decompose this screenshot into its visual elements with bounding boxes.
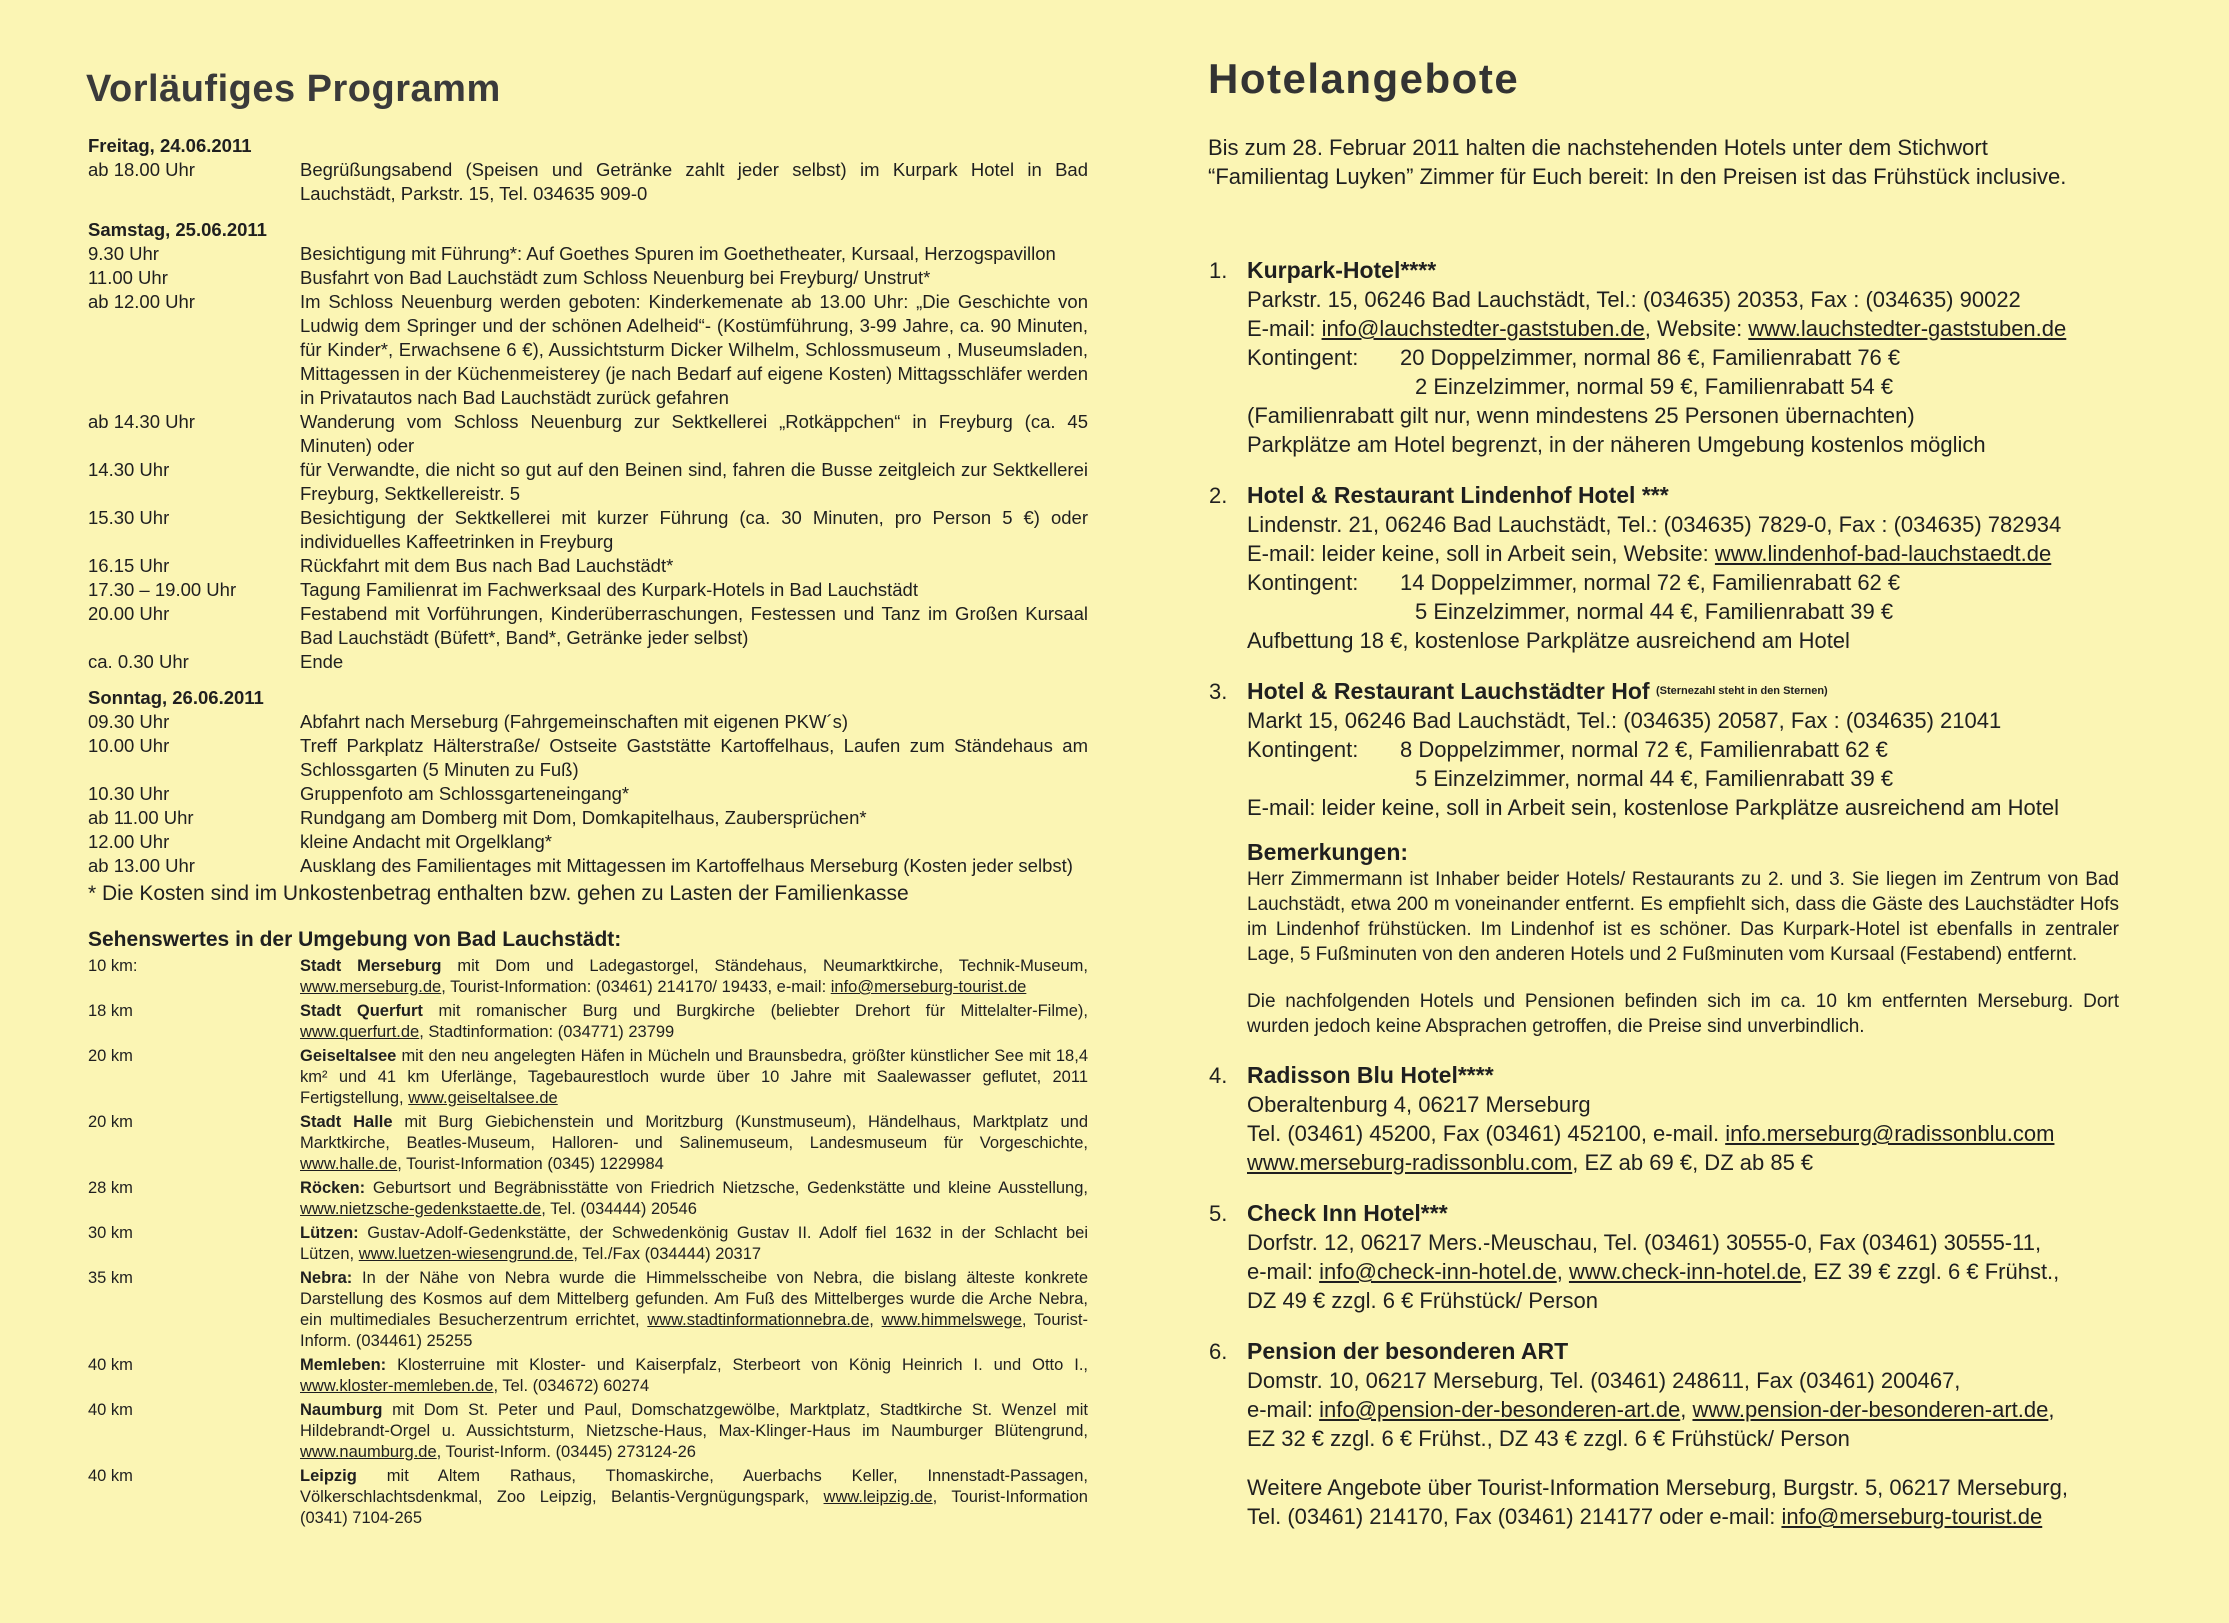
hotel-email-link[interactable]: info@pension-der-besonderen-art.de — [1319, 1397, 1681, 1422]
hotel-contact: www.merseburg-radissonblu.com, EZ ab 69 €, DZ ab 85 € — [1247, 1150, 1814, 1175]
contingent-row — [1247, 343, 2119, 372]
hotel-address: Oberaltenburg 4, 06217 Merseburg — [1247, 1092, 1591, 1117]
contingent-row — [1247, 735, 2119, 764]
hotel-number: 1. — [1209, 258, 1228, 283]
sight-distance: 18 km — [88, 1002, 133, 1020]
hotel-email-link[interactable]: info@check-inn-hotel.de — [1319, 1259, 1557, 1284]
hotel-body — [1247, 677, 2119, 793]
schedule-row — [88, 806, 1088, 830]
sight-text: Stadt Halle mit Burg Giebichenstein und Moritzburg (Kunstmuseum), Händelhaus, Marktplatz und Marktkirche, Beatles-Museum, Halloren- und Salinemuseum, Landesmuseum für Vorgeschichte, www.halle.de, Tourist-Information (0345) 1229984 — [300, 1113, 1088, 1173]
schedule-time: 14.30 Uhr — [88, 459, 170, 480]
schedule-text: Abfahrt nach Merseburg (Fahrgemeinschaften mit eigenen PKW´s) — [300, 711, 849, 732]
tourist-email-link[interactable]: info@merseburg-tourist.de — [1781, 1504, 2043, 1529]
hotel-item — [1209, 1337, 2119, 1453]
schedule-text: Begrüßungsabend (Speisen und Getränke zahlt jeder selbst) im Kurpark Hotel in Bad Lauchstädt, Parkstr. 15, Tel. 034635 909-0 — [300, 159, 1088, 204]
sight-row — [88, 1046, 1088, 1109]
schedule-time: ca. 0.30 Uhr — [88, 651, 189, 672]
sight-distance: 10 km: — [88, 957, 138, 975]
day-heading: Sonntag, 26.06.2011 — [88, 687, 264, 708]
hotel-intro: Bis zum 28. Februar 2011 halten die nachstehenden Hotels unter dem Stichwort “Familientag Luyken” Zimmer für Euch bereit: In den Preisen ist das Frühstück inclusive. — [1208, 135, 2067, 189]
schedule-row — [88, 602, 1088, 650]
hotel-name: Kurpark-Hotel**** — [1247, 257, 1437, 283]
schedule-row — [88, 650, 1088, 674]
schedule-time: 10.30 Uhr — [88, 783, 170, 804]
sight-row — [88, 1355, 1088, 1397]
sight-link[interactable]: www.halle.de — [300, 1155, 398, 1173]
schedule-text: Treff Parkplatz Hälterstraße/ Ostseite Gaststätte Kartoffelhaus, Laufen zum Ständehaus am Schlossgarten (5 Minuten zu Fuß) — [300, 735, 1088, 780]
hotel-body — [1247, 1199, 2119, 1315]
hotel-website-link[interactable]: www.check-inn-hotel.de — [1568, 1259, 1802, 1284]
schedule-row — [88, 290, 1088, 410]
sight-link[interactable]: www.himmelswege — [881, 1311, 1022, 1329]
contingent-label: Kontingent: — [1247, 737, 1359, 762]
sight-text: Röcken: Geburtsort und Begräbnisstätte von Friedrich Nietzsche, Gedenkstätte und kleine Ausstellung, www.nietzsche-gedenkstaette.de, Tel. (034444) 20546 — [300, 1179, 1088, 1218]
hotel-note: Aufbettung 18 €, kostenlose Parkplätze ausreichend am Hotel — [1247, 628, 1850, 653]
sight-distance: 40 km — [88, 1401, 133, 1419]
hotel-email-link[interactable]: info.merseburg@radissonblu.com — [1725, 1121, 2055, 1146]
sight-name: Nebra: — [300, 1269, 353, 1287]
hotel-contact: E-mail: leider keine, soll in Arbeit sein, Website: www.lindenhof-bad-lauchstaedt.de — [1247, 541, 2052, 566]
sight-distance: 40 km — [88, 1356, 133, 1374]
schedule-row — [88, 710, 1088, 734]
remarks — [1247, 838, 2119, 1039]
schedule-row — [88, 854, 1088, 878]
schedule-time: 10.00 Uhr — [88, 735, 170, 756]
contingent-single: 5 Einzelzimmer, normal 44 €, Familienrabatt 39 € — [1415, 766, 1894, 791]
sight-link[interactable]: www.nietzsche-gedenkstaette.de — [300, 1200, 542, 1218]
sight-name: Stadt Merseburg — [300, 957, 442, 975]
sight-distance: 20 km — [88, 1047, 133, 1065]
schedule-row — [88, 506, 1088, 554]
schedule-text: Festabend mit Vorführungen, Kinderüberraschungen, Festessen und Tanz im Großen Kursaal Bad Lauchstädt (Büfett*, Band*, Getränke jeder selbst) — [300, 603, 1088, 648]
sight-name: Leipzig — [300, 1467, 357, 1485]
hotel-email-link[interactable]: info@lauchstedter-gaststuben.de — [1321, 316, 1645, 341]
sight-distance: 20 km — [88, 1113, 133, 1131]
hotel-website-link[interactable]: www.pension-der-besonderen-art.de — [1692, 1397, 2049, 1422]
schedule-text: Im Schloss Neuenburg werden geboten: Kinderkemenate ab 13.00 Uhr: „Die Geschichte von Ludwig dem Springer und der schönen Adelheid“- (Kostümführung, 3-99 Jahre, ca. 90 Minuten, für Kinder*, Erwachsene 6 €), Aussichtsturm Dicker Wilhelm, Schlossmuseum , Museumsladen, Mittagessen in der Küchenmeisterey (je nach Bedarf auf eigene Kosten) Mittagsschläfer werden in Privatautos nach Bad Lauchstädt zurück gefahren — [300, 291, 1088, 408]
remarks-heading: Bemerkungen: — [1247, 839, 1409, 865]
hotel-address: Lindenstr. 21, 06246 Bad Lauchstädt, Tel.: (034635) 7829-0, Fax : (034635) 782934 — [1247, 512, 2062, 537]
hotel-body — [1247, 256, 2119, 459]
schedule-text: Besichtigung der Sektkellerei mit kurzer Führung (ca. 30 Minuten, pro Person 5 €) oder individuelles Kaffeetrinken in Freyburg — [300, 507, 1088, 552]
schedule-time: ab 13.00 Uhr — [88, 855, 195, 876]
day-gap — [88, 674, 1088, 686]
schedule-row — [88, 782, 1088, 806]
hotel-item — [1209, 481, 2119, 655]
schedule-time: 12.00 Uhr — [88, 831, 170, 852]
hotel-item — [1209, 1199, 2119, 1315]
sight-link[interactable]: www.luetzen-wiesengrund.de — [358, 1245, 574, 1263]
sight-link[interactable]: www.stadtinformationnebra.de — [647, 1311, 870, 1329]
hotel-contact: E-mail: leider keine, soll in Arbeit sein, kostenlose Parkplätze ausreichend am Hotel — [1247, 795, 2059, 820]
schedule-text: kleine Andacht mit Orgelklang* — [300, 831, 552, 852]
sight-name: Stadt Halle — [300, 1113, 393, 1131]
hotel-note: Parkplätze am Hotel begrenzt, in der näheren Umgebung kostenlos möglich — [1247, 432, 1986, 457]
sight-name: Memleben: — [300, 1356, 387, 1374]
hotel-body — [1247, 1061, 2119, 1177]
hotel-item — [1209, 1061, 2119, 1177]
hotel-contact: Tel. (03461) 45200, Fax (03461) 452100, e-mail. info.merseburg@radissonblu.com — [1247, 1121, 2055, 1146]
contingent-double: 14 Doppelzimmer, normal 72 €, Familienrabatt 62 € — [1400, 570, 1901, 595]
sight-link[interactable]: www.querfurt.de — [300, 1023, 420, 1041]
day-gap — [88, 206, 1088, 218]
sight-link[interactable]: www.naumburg.de — [300, 1443, 437, 1461]
hotel-number: 6. — [1209, 1339, 1228, 1364]
sight-row — [88, 956, 1088, 998]
schedule-time: 11.00 Uhr — [88, 267, 168, 288]
hotel-address: Parkstr. 15, 06246 Bad Lauchstädt, Tel.: (034635) 20353, Fax : (034635) 90022 — [1247, 287, 2021, 312]
hotel-name: Pension der besonderen ART — [1247, 1338, 1569, 1364]
hotel-body — [1247, 481, 2119, 655]
remarks-text: Herr Zimmermann ist Inhaber beider Hotels/ Restaurants zu 2. und 3. Sie liegen im Zentrum von Bad Lauchstädt, etwa 200 m voneinander entfernt. Es empfiehlt sich, dass die Gäste des Lauchstädter Hofs im Lindenhof frühstücken. Im Lindenhof ist es schöner. Das Kurpark-Hotel ist ebenfalls in zentraler Lage, 5 Fußminuten von den anderen Hotels und 2 Fußminuten vom Kursaal (Festabend) entfernt. — [1247, 869, 2119, 965]
schedule-time: 17.30 – 19.00 Uhr — [88, 579, 237, 600]
sight-distance: 30 km — [88, 1224, 133, 1242]
program-title: Vorläufiges Programm — [86, 68, 501, 110]
hotel-website-link[interactable]: www.lindenhof-bad-lauchstaedt.de — [1714, 541, 2052, 566]
schedule-text: Rundgang am Domberg mit Dom, Domkapitelhaus, Zaubersprüchen* — [300, 807, 867, 828]
contingent-double: 8 Doppelzimmer, normal 72 €, Familienrabatt 62 € — [1400, 737, 1888, 762]
hotel-list — [1209, 256, 2119, 1531]
sight-text: Memleben: Klosterruine mit Kloster- und Kaiserpfalz, Sterbeort von König Heinrich I. und Otto I., www.kloster-memleben.de, Tel. (034672) 60274 — [300, 1356, 1088, 1395]
schedule-row — [88, 734, 1088, 782]
contingent-single: 5 Einzelzimmer, normal 44 €, Familienrabatt 39 € — [1415, 599, 1894, 624]
remarks-text: Die nachfolgenden Hotels und Pensionen befinden sich im ca. 10 km entfernten Merseburg. Dort wurden jedoch keine Absprachen getroffen, die Preise sind unverbindlich. — [1247, 991, 2119, 1037]
hotel-number: 2. — [1209, 483, 1228, 508]
hotel-item — [1209, 677, 2119, 793]
schedule-time: 9.30 Uhr — [88, 243, 159, 264]
hotel-name: Radisson Blu Hotel**** — [1247, 1062, 1494, 1088]
more-offers-line: Tel. (03461) 214170, Fax (03461) 214177 oder e-mail: info@merseburg-tourist.de — [1247, 1504, 2043, 1529]
schedule-row — [88, 554, 1088, 578]
sight-row — [88, 1466, 1088, 1529]
hotel-note: (Familienrabatt gilt nur, wenn mindestens 25 Personen übernachten) — [1247, 403, 1915, 428]
more-offers — [1247, 1473, 2119, 1531]
contingent-label: Kontingent: — [1247, 345, 1359, 370]
hotel-address: Markt 15, 06246 Bad Lauchstädt, Tel.: (034635) 20587, Fax : (034635) 21041 — [1247, 708, 2002, 733]
sight-text: Stadt Querfurt mit romanischer Burg und Burgkirche (beliebter Drehort für Mittelalter-Filme), www.querfurt.de, Stadtinformation: (034771) 23799 — [300, 1002, 1088, 1041]
day-heading: Freitag, 24.06.2011 — [88, 135, 252, 156]
sight-name: Stadt Querfurt — [300, 1002, 423, 1020]
sight-distance: 35 km — [88, 1269, 133, 1287]
sight-name: Geiseltalsee — [300, 1047, 397, 1065]
schedule-time: ab 18.00 Uhr — [88, 159, 195, 180]
cost-footnote: * Die Kosten sind im Unkostenbetrag enthalten bzw. gehen zu Lasten der Familienkasse — [88, 882, 909, 905]
sight-name: Röcken: — [300, 1179, 366, 1197]
schedule-time: 09.30 Uhr — [88, 711, 170, 732]
sight-distance: 28 km — [88, 1179, 133, 1197]
schedule-row — [88, 410, 1088, 458]
schedule-row — [88, 242, 1088, 266]
schedule-row — [88, 830, 1088, 854]
sight-text: Naumburg mit Dom St. Peter und Paul, Domschatzgewölbe, Marktplatz, Stadtkirche St. Wenzel mit Hildebrandt-Orgel u. Aussichtsturm, Nietzsche-Haus, Max-Klinger-Haus im Naumburger Blütengrund, www.naumburg.de, Tourist-Inform. (03445) 273124-26 — [300, 1401, 1088, 1461]
hotel-item — [1209, 256, 2119, 459]
hotel-contact: e-mail: info@pension-der-besonderen-art.de, www.pension-der-besonderen-art.de, — [1247, 1397, 2055, 1422]
sight-row — [88, 1178, 1088, 1220]
sight-name: Lützen: — [300, 1224, 359, 1242]
hotel-body — [1247, 1337, 2119, 1453]
sight-row — [88, 1112, 1088, 1175]
sight-text: Stadt Merseburg mit Dom und Ladegastorgel, Ständehaus, Neumarktkirche, Technik-Museum, www.merseburg.de, Tourist-Information: (03461) 214170/ 19433, e-mail: info@merseburg-tourist.de — [300, 957, 1089, 996]
schedule-text: Wanderung vom Schloss Neuenburg zur Sektkellerei „Rotkäppchen“ in Freyburg (ca. 45 Minuten) oder — [300, 411, 1088, 456]
hotel-prices: DZ 49 € zzgl. 6 € Frühstück/ Person — [1247, 1288, 1598, 1313]
hotel-number: 5. — [1209, 1201, 1228, 1226]
hotel-title: Hotelangebote — [1208, 55, 1520, 102]
sight-link[interactable]: www.kloster-memleben.de — [300, 1377, 494, 1395]
contingent-double: 20 Doppelzimmer, normal 86 €, Familienrabatt 76 € — [1400, 345, 1901, 370]
schedule-row — [88, 458, 1088, 506]
schedule-text: für Verwandte, die nicht so gut auf den Beinen sind, fahren die Busse zeitgleich zur Sektkellerei Freyburg, Sektkellereistr. 5 — [300, 459, 1088, 504]
hotel-website-link[interactable]: www.merseburg-radissonblu.com — [1247, 1150, 1573, 1175]
contingent-label: Kontingent: — [1247, 570, 1359, 595]
contingent-single: 2 Einzelzimmer, normal 59 €, Familienrabatt 54 € — [1415, 374, 1894, 399]
schedule — [88, 134, 1088, 1532]
hotel-number: 3. — [1209, 679, 1228, 704]
schedule-time: ab 12.00 Uhr — [88, 291, 195, 312]
hotel-name: Check Inn Hotel*** — [1247, 1200, 1448, 1226]
hotel-prices: EZ 32 € zzgl. 6 € Frühst., DZ 43 € zzgl. 6 € Frühstück/ Person — [1247, 1426, 1850, 1451]
schedule-row — [88, 158, 1088, 206]
schedule-text: Rückfahrt mit dem Bus nach Bad Lauchstädt* — [300, 555, 674, 576]
hotel-website-link[interactable]: www.lauchstedter-gaststuben.de — [1748, 316, 2067, 341]
schedule-time: ab 14.30 Uhr — [88, 411, 195, 432]
schedule-time: ab 11.00 Uhr — [88, 807, 194, 828]
sight-link[interactable]: www.merseburg.de — [300, 978, 442, 996]
schedule-text: Tagung Familienrat im Fachwerksaal des Kurpark-Hotels in Bad Lauchstädt — [300, 579, 918, 600]
hotel-star-note: (Sternezahl steht in den Sternen) — [1655, 685, 1828, 697]
hotel-address: Domstr. 10, 06217 Merseburg, Tel. (03461) 248611, Fax (03461) 200467, — [1247, 1368, 1961, 1393]
schedule-time: 15.30 Uhr — [88, 507, 170, 528]
schedule-time: 16.15 Uhr — [88, 555, 170, 576]
sight-text: Leipzig mit Altem Rathaus, Thomaskirche, Auerbachs Keller, Innenstadt-Passagen, Völkerschlachtsdenkmal, Zoo Leipzig, Belantis-Vergnügungspark, www.leipzig.de, Tourist-Information (0341) 7104-265 — [300, 1467, 1088, 1527]
more-offers-line: Weitere Angebote über Tourist-Information Merseburg, Burgstr. 5, 06217 Merseburg, — [1247, 1475, 2068, 1500]
schedule-text: Ende — [300, 651, 344, 672]
schedule-text: Besichtigung mit Führung*: Auf Goethes Spuren im Goethetheater, Kursaal, Herzogspavillon — [300, 243, 1056, 264]
hotel-contact: E-mail: info@lauchstedter-gaststuben.de, Website: www.lauchstedter-gaststuben.de — [1247, 316, 2067, 341]
sight-link[interactable]: www.leipzig.de — [823, 1488, 933, 1506]
sight-row — [88, 1223, 1088, 1265]
sight-name: Naumburg — [300, 1401, 383, 1419]
schedule-text: Busfahrt von Bad Lauchstädt zum Schloss Neuenburg bei Freyburg/ Unstrut* — [300, 267, 931, 288]
contingent-row — [1247, 568, 2119, 597]
sight-link[interactable]: info@merseburg-tourist.de — [830, 978, 1027, 996]
sight-distance: 40 km — [88, 1467, 133, 1485]
schedule-row — [88, 578, 1088, 602]
sight-row — [88, 1400, 1088, 1463]
schedule-row — [88, 266, 1088, 290]
hotel-name: Hotel & Restaurant Lindenhof Hotel *** — [1247, 482, 1669, 508]
sight-row — [88, 1268, 1088, 1352]
hotel-contact: e-mail: info@check-inn-hotel.de, www.check-inn-hotel.de, EZ 39 € zzgl. 6 € Frühst., — [1247, 1259, 2060, 1284]
schedule-text: Gruppenfoto am Schlossgarteneingang* — [300, 783, 630, 804]
sight-text: Nebra: In der Nähe von Nebra wurde die Himmelsscheibe von Nebra, die bislang älteste konkrete Darstellung des Kosmos auf dem Mittelberg gefunden. Am Fuß des Mittelberges wurde die Arche Nebra, ein multimediales Besucherzentrum errichtet, www.stadtinformationnebra.de, www.himmelswege, Tourist-Inform. (034461) 25255 — [300, 1269, 1088, 1350]
sight-row — [88, 1001, 1088, 1043]
day-heading: Samstag, 25.06.2011 — [88, 219, 267, 240]
sight-link[interactable]: www.geiseltalsee.de — [408, 1089, 558, 1107]
hotel-name: Hotel & Restaurant Lauchstädter Hof $^{(Sternezahl steht in den Sternen)}$ — [1247, 678, 1828, 704]
hotel-number: 4. — [1209, 1063, 1228, 1088]
sight-text: Lützen: Gustav-Adolf-Gedenkstätte, der Schwedenkönig Gustav II. Adolf fiel 1632 in der Schlacht bei Lützen, www.luetzen-wiesengrund.de, Tel./Fax (034444) 20317 — [300, 1224, 1088, 1263]
schedule-text: Ausklang des Familientages mit Mittagessen im Kartoffelhaus Merseburg (Kosten jeder selbst) — [300, 855, 1073, 876]
sights-heading: Sehenswertes in der Umgebung von Bad Lauchstädt: — [88, 928, 622, 951]
hotel-address: Dorfstr. 12, 06217 Mers.-Meuschau, Tel. (03461) 30555-0, Fax (03461) 30555-11, — [1247, 1230, 2042, 1255]
sight-text: Geiseltalsee mit den neu angelegten Häfen in Mücheln und Braunsbedra, größter künstlicher See mit 18,4 km² und 41 km Uferlänge, Tagebaurestloch wurde über 10 Jahre mit Saalewasser geflutet, 2011 Fertigstellung, www.geiseltalsee.de — [300, 1047, 1088, 1107]
schedule-time: 20.00 Uhr — [88, 603, 170, 624]
